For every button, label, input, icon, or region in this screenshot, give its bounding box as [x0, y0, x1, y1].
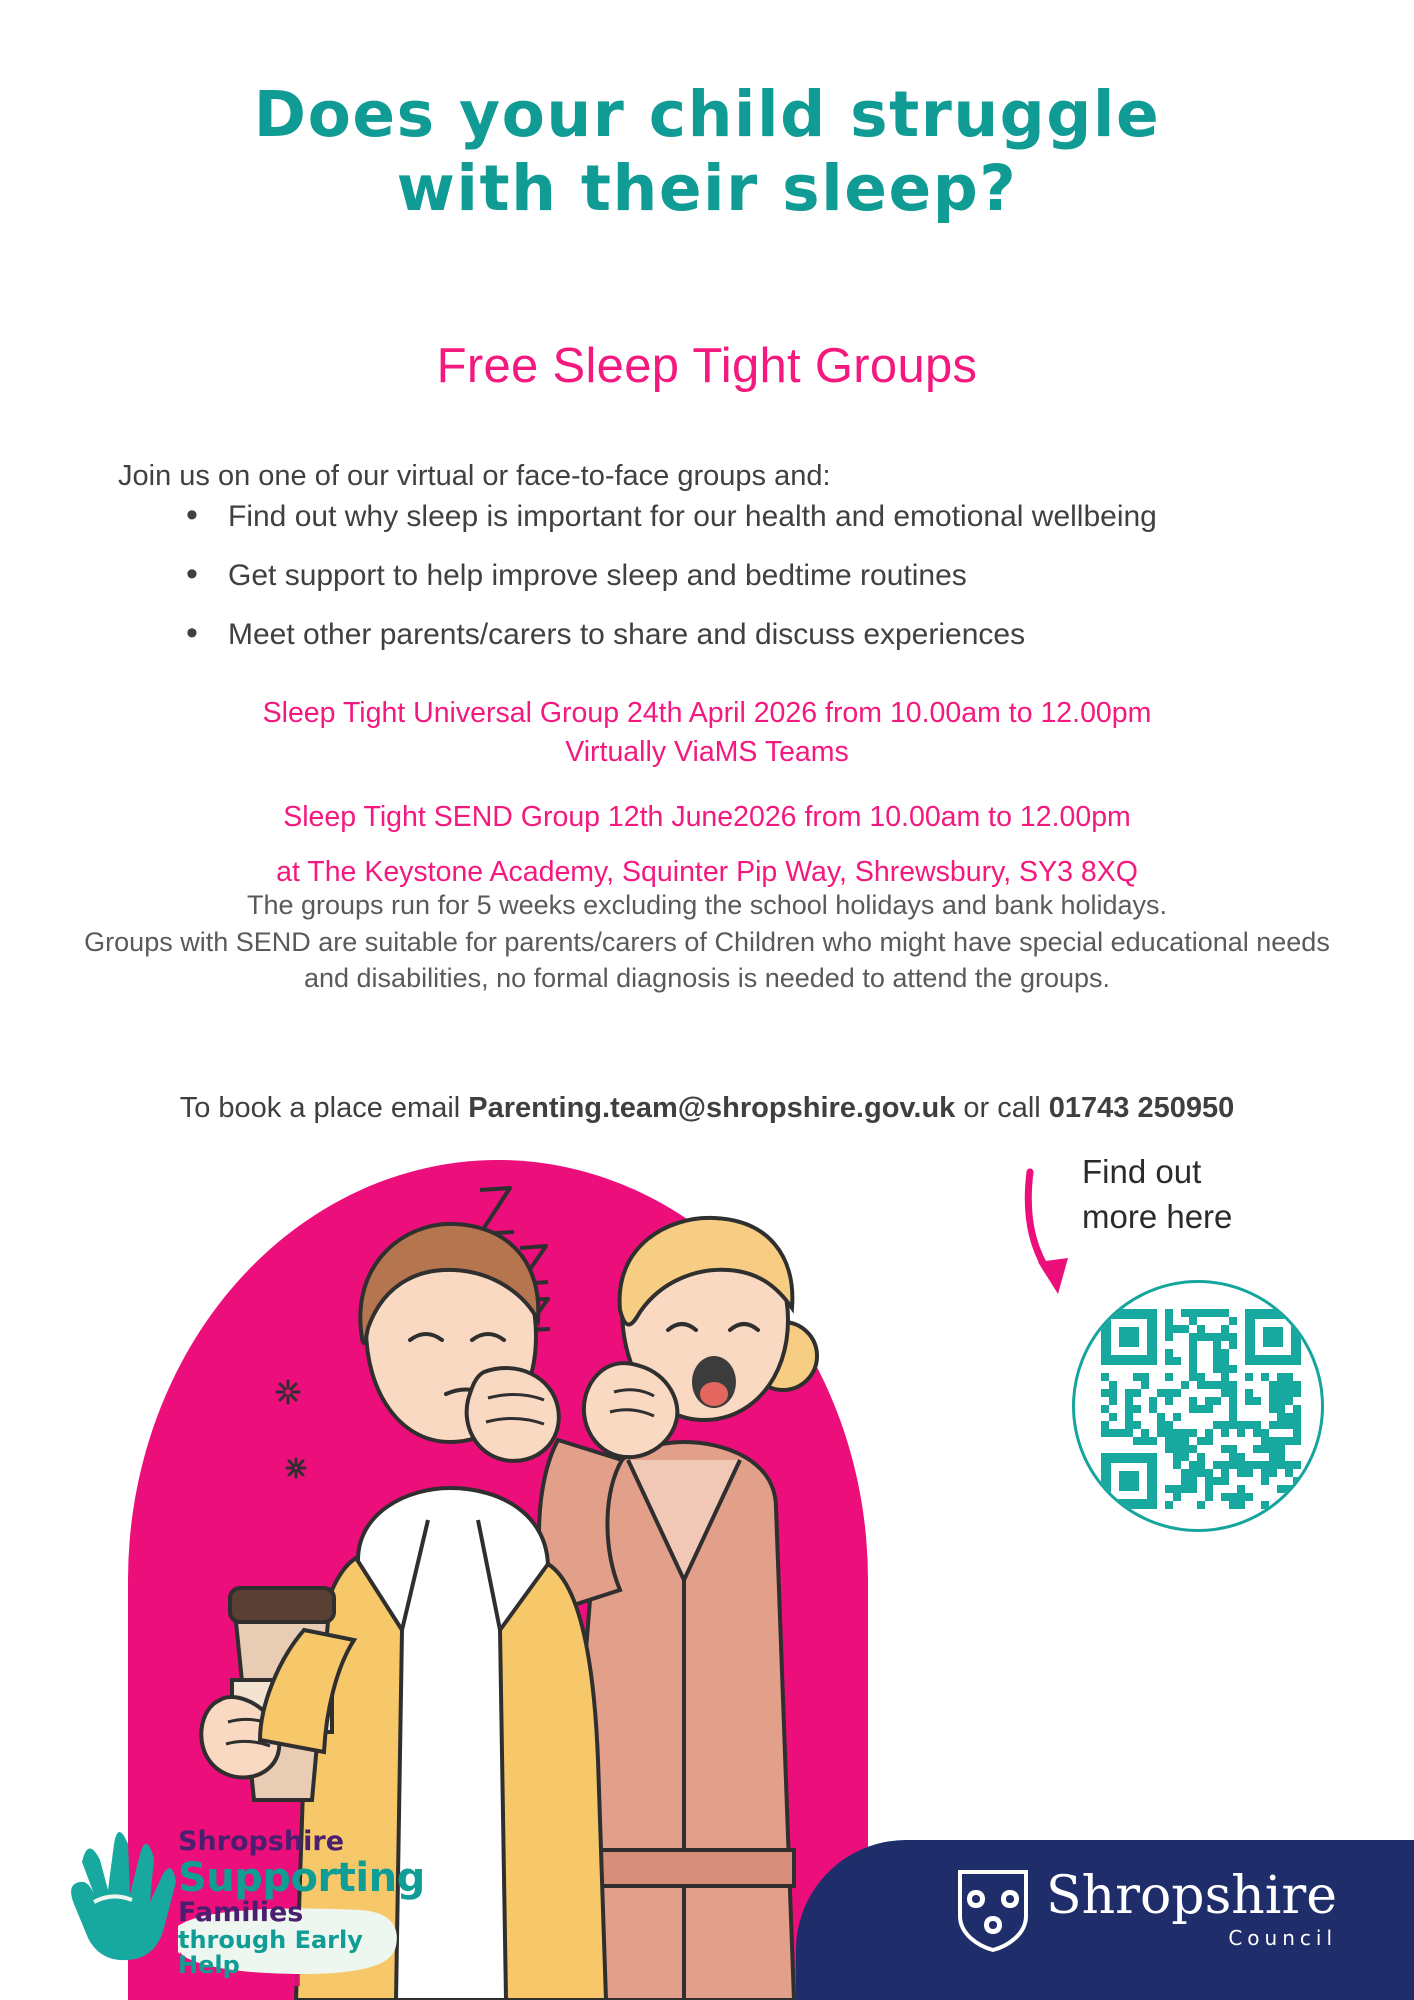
qr-code-image — [1101, 1309, 1301, 1509]
list-item — [186, 502, 1322, 532]
booking-phone[interactable]: 01743 250950 — [1048, 1092, 1235, 1124]
note-send-eligibility: Groups with SEND are suitable for parents/carers of Children who might have special educational needs and disabilities, no formal diagnosis is needed to attend the groups. — [84, 927, 1330, 993]
booking-line — [0, 1092, 1414, 1125]
headline-line-2: with their sleep? — [396, 152, 1018, 226]
ssf-line-2: Supporting — [178, 1854, 425, 1901]
qr-code[interactable] — [1072, 1280, 1324, 1532]
session-universal — [0, 694, 1414, 773]
council-logo-inner — [956, 1868, 1337, 1952]
list-item — [186, 561, 1322, 591]
list-item — [186, 620, 1322, 650]
headline-line-1: Does your child struggle — [253, 78, 1161, 151]
list-item-label: Meet other parents/carers to share and discuss experiences — [228, 618, 1026, 651]
benefits-list — [122, 502, 1322, 679]
ssf-line-1: Shropshire — [178, 1826, 345, 1857]
ssf-line-4: through Early Help — [178, 1925, 363, 1980]
booking-prefix: To book a place email — [179, 1092, 469, 1124]
qr-caption-line-2: more here — [1082, 1197, 1233, 1235]
note-duration: The groups run for 5 weeks excluding the school holidays and bank holidays. — [246, 890, 1168, 920]
session-send-line-1: Sleep Tight SEND Group 12th June2026 from 10.00am to 12.00pm — [283, 801, 1131, 833]
council-subtitle: Council — [1228, 1926, 1338, 1950]
supporting-families-wordmark — [178, 1826, 425, 1980]
subtitle: Free Sleep Tight Groups — [436, 339, 978, 393]
page-title — [0, 78, 1414, 227]
list-item-label: Get support to help improve sleep and bedtime routines — [228, 559, 967, 592]
session-send-line-2: at The Keystone Academy, Squinter Pip Way, Shrewsbury, SY3 8XQ — [276, 856, 1138, 888]
qr-caption — [1082, 1150, 1342, 1239]
qr-caption-line-1: Find out — [1082, 1153, 1202, 1190]
council-name: Shropshire — [1046, 1866, 1338, 1926]
booking-middle: or call — [955, 1092, 1049, 1124]
intro-text: Join us on one of our virtual or face-to-face groups and: — [118, 460, 831, 492]
shropshire-council-logo — [796, 1840, 1414, 2000]
session-universal-line-2: Virtually ViaMS Teams — [565, 736, 849, 769]
list-item-label: Find out why sleep is important for our health and emotional wellbeing — [228, 500, 1157, 533]
council-crest-icon — [956, 1868, 1030, 1952]
session-universal-line-1: Sleep Tight Universal Group 24th April 2026 from 10.00am to 12.00pm — [262, 697, 1152, 729]
booking-email[interactable]: Parenting.team@shropshire.gov.uk — [468, 1092, 956, 1124]
ssf-line-3: Families — [178, 1897, 304, 1928]
